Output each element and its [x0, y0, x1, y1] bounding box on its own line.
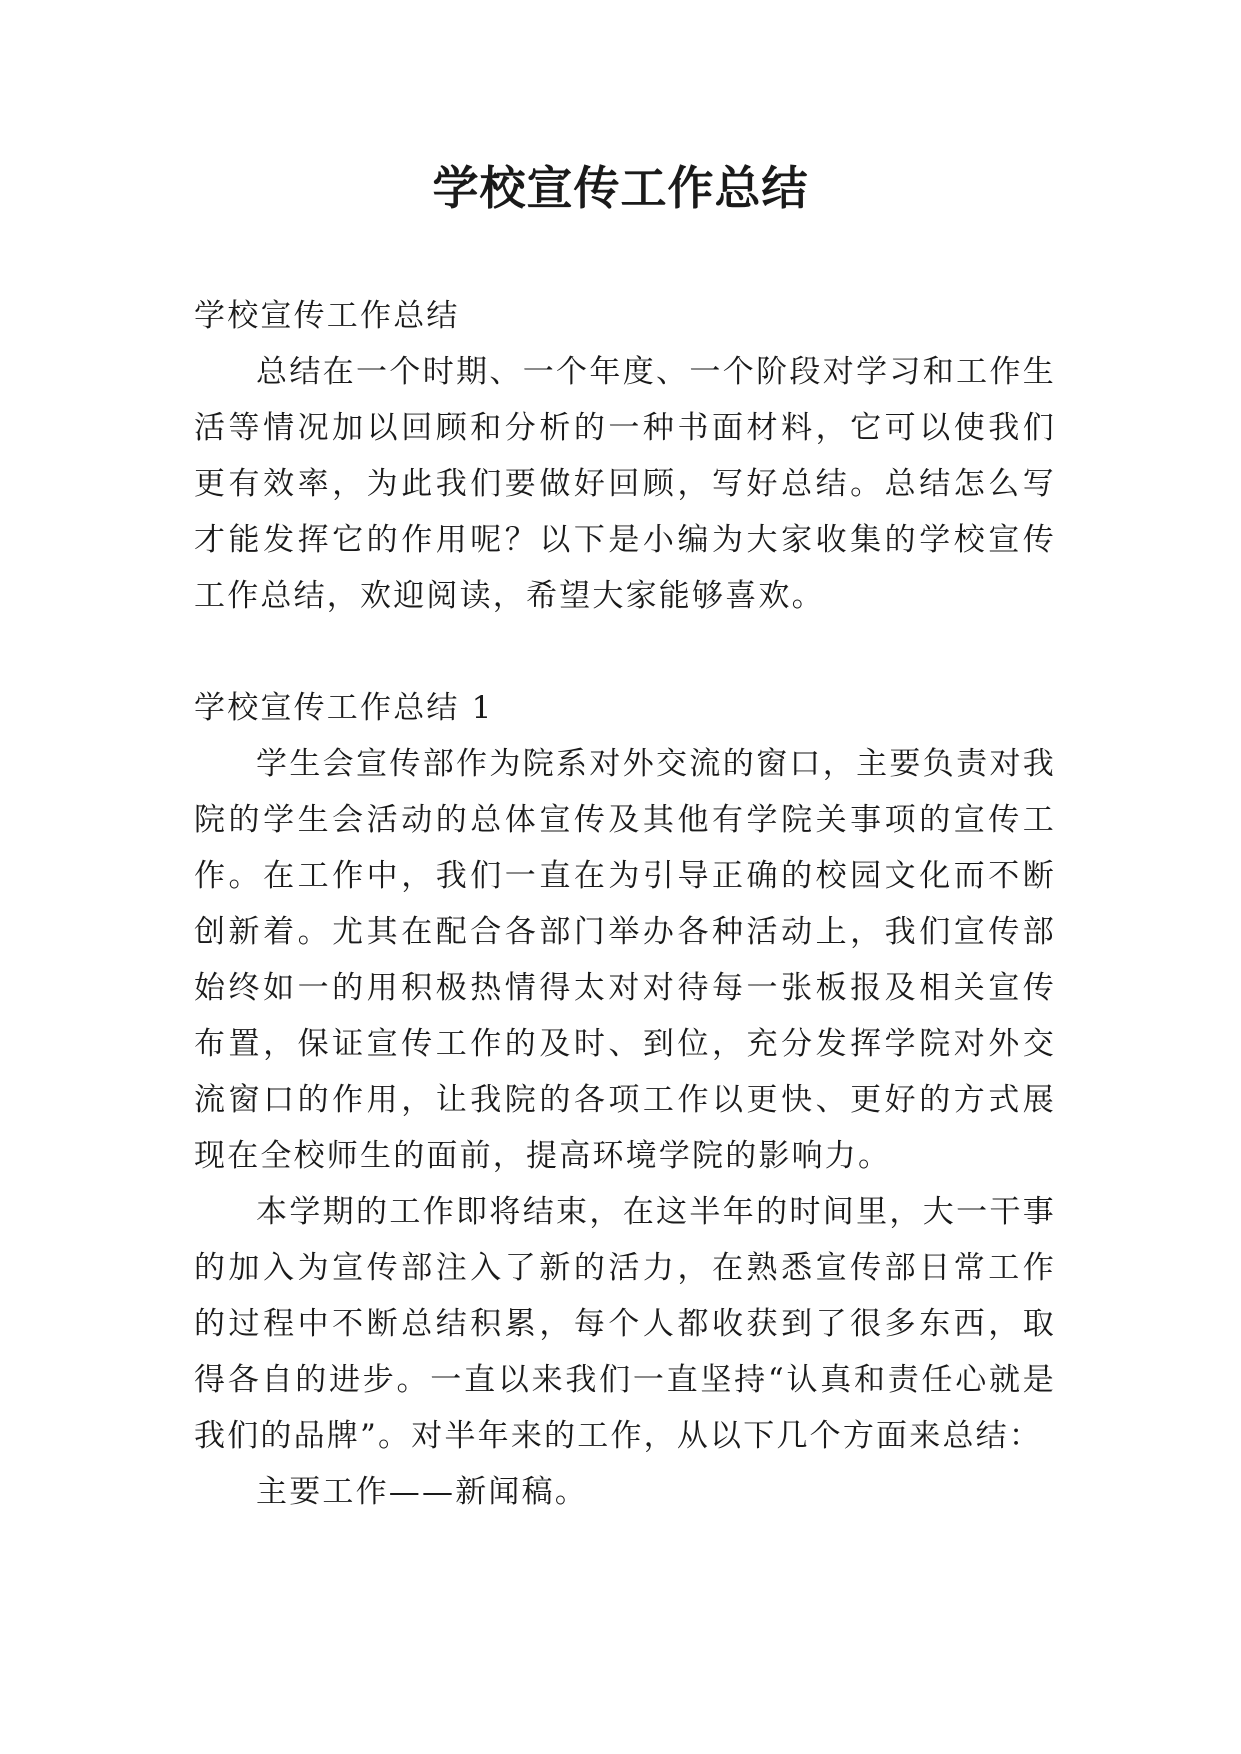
- paragraph-spacer: [194, 624, 1056, 680]
- document-body: [194, 288, 1056, 1520]
- subtitle: 学校宣传工作总结: [194, 298, 460, 334]
- intro-paragraph: 总结在一个时期、一个年度、一个阶段对学习和工作生活等情况加以回顾和分析的一种书面材料，它可以使我们更有效率，为此我们要做好回顾，写好总结。总结怎么写才能发挥它的作用呢？以下是小编为大家收集的学校宣传工作总结，欢迎阅读，希望大家能够喜欢。: [194, 354, 1056, 614]
- section-paragraph-1: 学生会宣传部作为院系对外交流的窗口，主要负责对我院的学生会活动的总体宣传及其他有学院关事项的宣传工作。在工作中，我们一直在为引导正确的校园文化而不断创新着。尤其在配合各部门举办各种活动上，我们宣传部始终如一的用积极热情得太对对待每一张板报及相关宣传布置，保证宣传工作的及时、到位，充分发挥学院对外交流窗口的作用，让我院的各项工作以更快、更好的方式展现在全校师生的面前，提高环境学院的影响力。: [194, 746, 1056, 1174]
- document-title: 学校宣传工作总结: [432, 161, 809, 215]
- section-paragraph-3: 主要工作——新闻稿。: [256, 1474, 588, 1510]
- section-paragraph-2: 本学期的工作即将结束，在这半年的时间里，大一干事的加入为宣传部注入了新的活力，在熟悉宣传部日常工作的过程中不断总结积累，每个人都收获到了很多东西，取得各自的进步。一直以来我们一直坚持“认真和责任心就是我们的品牌”。对半年来的工作，从以下几个方面来总结：: [194, 1194, 1056, 1454]
- section-heading: 学校宣传工作总结 1: [194, 690, 494, 726]
